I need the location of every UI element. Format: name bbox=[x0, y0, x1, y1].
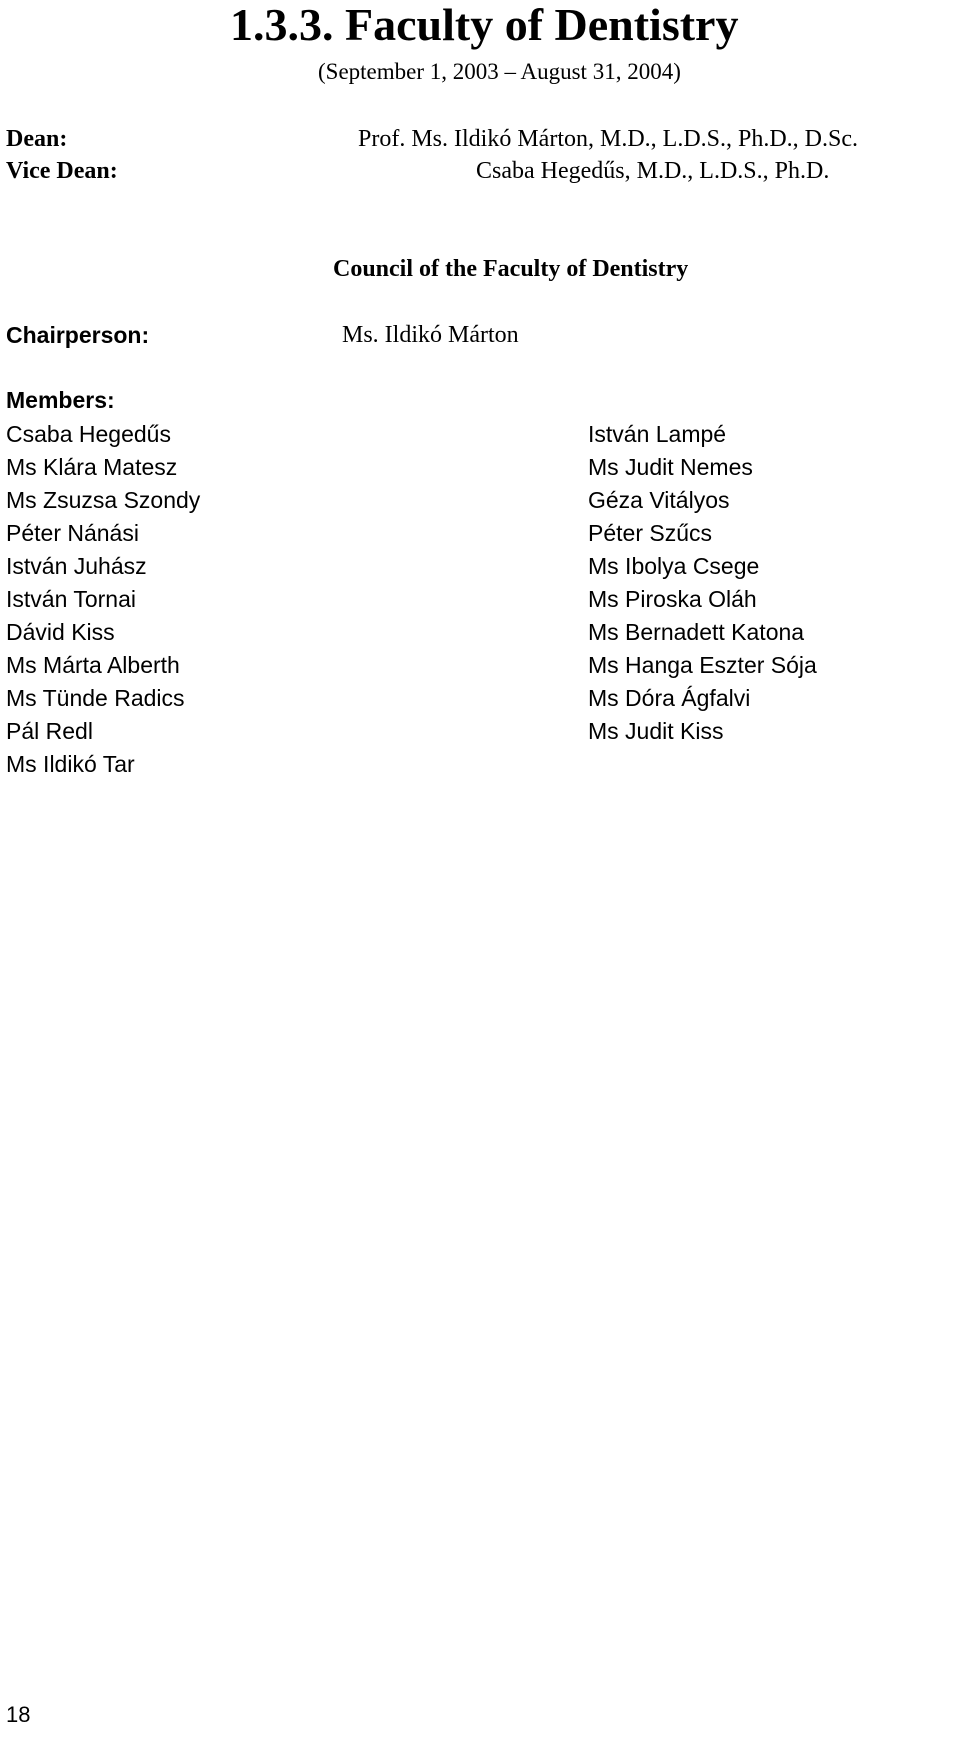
members-list-left bbox=[6, 418, 200, 781]
member-item: Ms Piroska Oláh bbox=[588, 586, 757, 612]
member-item: Ms Hanga Eszter Sója bbox=[588, 652, 817, 678]
dean-name: Prof. Ms. Ildikó Márton, M.D., L.D.S., Ph.D., D.Sc. bbox=[358, 126, 859, 152]
page-number: 18 bbox=[6, 1702, 31, 1727]
member-item: Ms Zsuzsa Szondy bbox=[6, 487, 201, 513]
member-item: Ms Márta Alberth bbox=[6, 652, 180, 678]
member-item: Géza Vitályos bbox=[588, 487, 730, 513]
member-item: Ms Ibolya Csege bbox=[588, 553, 760, 579]
member-item: Pál Redl bbox=[6, 718, 93, 744]
member-item: Dávid Kiss bbox=[6, 619, 115, 645]
member-item: Ms Dóra Ágfalvi bbox=[588, 685, 751, 711]
chairperson-name: Ms. Ildikó Márton bbox=[342, 322, 519, 348]
member-item: Péter Nánási bbox=[6, 520, 139, 546]
member-item: Ms Judit Nemes bbox=[588, 454, 753, 480]
members-label: Members: bbox=[6, 387, 115, 413]
term-period: (September 1, 2003 – August 31, 2004) bbox=[318, 59, 681, 84]
member-item: István Tornai bbox=[6, 586, 136, 612]
member-item: Ms Ildikó Tar bbox=[6, 751, 135, 777]
dean-label: Dean: bbox=[6, 126, 68, 152]
page-title: 1.3.3. Faculty of Dentistry bbox=[230, 0, 739, 50]
chairperson-label: Chairperson: bbox=[6, 322, 150, 348]
member-item: Ms Tünde Radics bbox=[6, 685, 185, 711]
member-item: István Lampé bbox=[588, 421, 727, 447]
member-item: Csaba Hegedűs bbox=[6, 421, 171, 447]
member-item: Ms Klára Matesz bbox=[6, 454, 178, 480]
vice-dean-name: Csaba Hegedűs, M.D., L.D.S., Ph.D. bbox=[476, 158, 830, 184]
member-item: Ms Bernadett Katona bbox=[588, 619, 805, 645]
council-title: Council of the Faculty of Dentistry bbox=[333, 256, 689, 282]
member-item: Péter Szűcs bbox=[588, 520, 712, 546]
vice-dean-label: Vice Dean: bbox=[6, 158, 118, 184]
member-item: Ms Judit Kiss bbox=[588, 718, 724, 744]
members-list-right bbox=[588, 418, 817, 748]
member-item: István Juhász bbox=[6, 553, 147, 579]
